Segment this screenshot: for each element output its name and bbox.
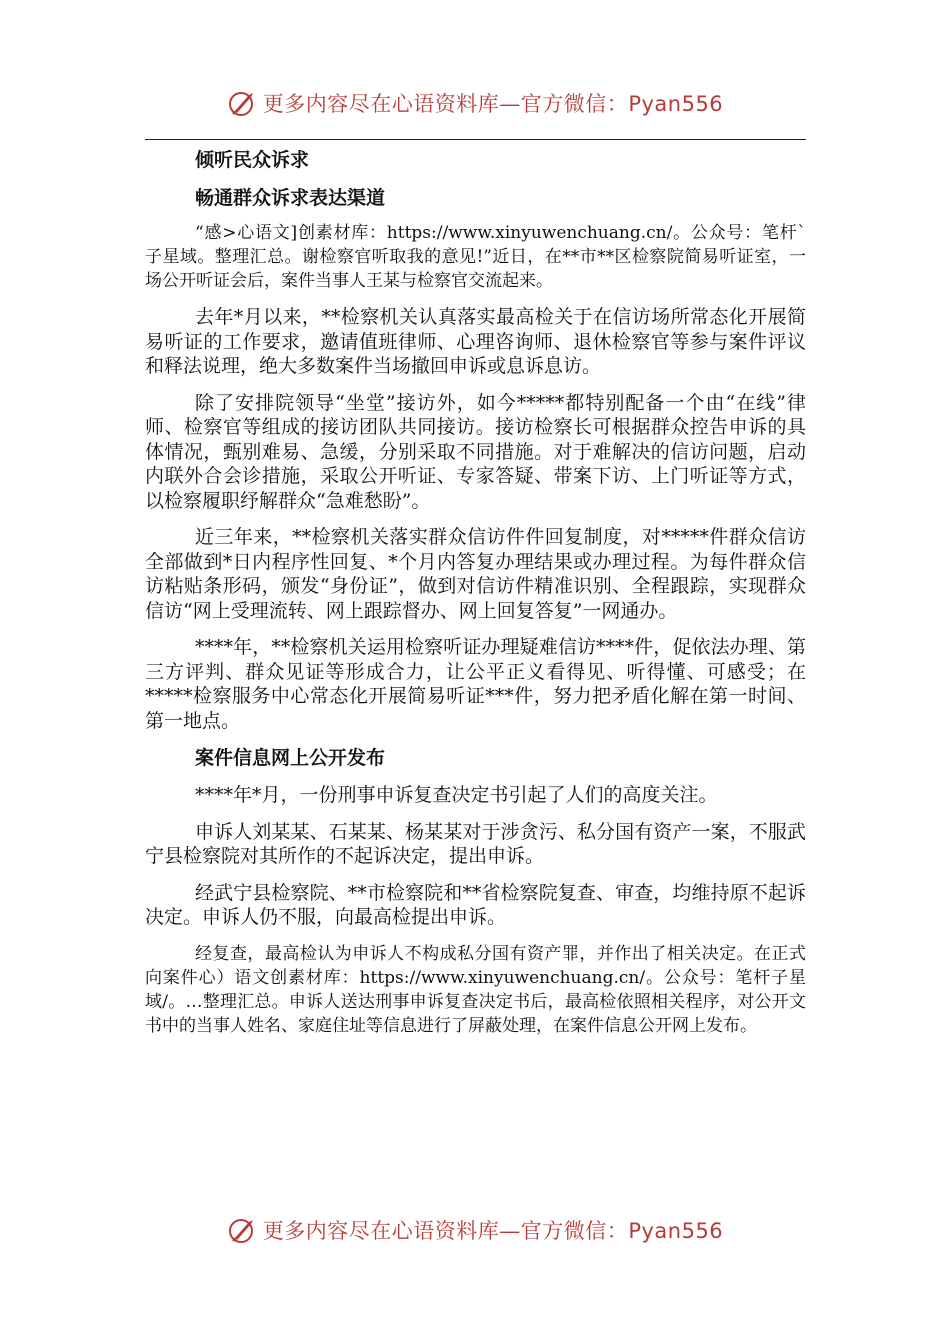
banner-text: 更多内容尽在心语资料库—官方微信：Pyan556 [262, 1219, 724, 1243]
paragraph-3: 除了安排院领导“坐堂”接访外，如今*****都特别配备一个由“在线”律师、检察官等组成的接访团队共同接访。接访检察长可根据群众控告申诉的具体情况，甄别难易、急缓，分别采取不同措施。对于难解决的信访问题，启动内联外合会诊措施，采取公开听证、专家答疑、带案下访、上门听证等方式，以检察履职纾解群众“急难愁盼”。 [145, 391, 806, 512]
wechat-id: Pyan556 [628, 1219, 724, 1243]
paragraph-7: 申诉人刘某某、石某某、杨某某对于涉贪污、私分国有资产一案，不服武宁县检察院对其所作的不起诉决定，提出申诉。 [145, 820, 806, 867]
paragraph-9: 经复查，最高检认为申诉人不构成私分国有资产罪，并作出了相关决定。在正式向案件心）语文创素材库：https://www.xinyuwenchuang.cn/。公众号：笔杆子星域/。…整理汇总。申诉人送达刑事申诉复查决定书后，最高检依照相关程序，对公开文书中的当事人姓名、家庭住址等信息进行了屏蔽处理，在案件信息公开网上发布。 [145, 943, 806, 1036]
pen-logo-icon [227, 1214, 259, 1246]
footer-banner [0, 1210, 950, 1250]
paragraph-4: 近三年来，**检察机关落实群众信访件件回复制度，对*****件群众信访全部做到*日内程序性回复、*个月内答复办理结果或办理过程。为每件群众信访粘贴条形码，颁发“身份证”，做到对信访件精准识别、全程跟踪，实现群众信访“网上受理流转、网上跟踪督办、网上回复答复”一网通办。 [145, 526, 806, 622]
banner-text: 更多内容尽在心语资料库—官方微信：Pyan556 [262, 92, 724, 116]
pen-logo-icon [227, 87, 259, 119]
paragraph-1: “感>心语文]创素材库：https://www.xinyuwenchuang.cn/。公众号：笔杆`子星域。整理汇总。谢检察官听取我的意见!”近日，在**市**区检察院简易听证室，一场公开听证会后，案件当事人王某与检察官交流起来。 [145, 223, 806, 291]
header-banner [0, 83, 950, 123]
paragraph-6: ****年*月，一份刑事申诉复查决定书引起了人们的高度关注。 [195, 784, 718, 806]
document-body [145, 146, 806, 1038]
paragraph-8: 经武宁县检察院、**市检察院和**省检察院复查、审查，均维持原不起诉决定。申诉人仍不服，向最高检提出申诉。 [145, 881, 806, 928]
paragraph-5: ****年，**检察机关运用检察听证办理疑难信访****件，促依法办理、第三方评判、群众见证等形成合力，让公平正义看得见、听得懂、可感受；在*****检察服务中心常态化开展简易听证***件，努力把矛盾化解在第一时间、第一地点。 [145, 636, 806, 732]
heading-channels: 畅通群众诉求表达渠道 [195, 187, 386, 209]
wechat-id: Pyan556 [628, 92, 724, 116]
header-divider [145, 139, 806, 140]
paragraph-2: 去年*月以来，**检察机关认真落实最高检关于在信访场所常态化开展简易听证的工作要求，邀请值班律师、心理咨询师、退休检察官等参与案件评议和释法说理，绝大多数案件当场撤回申诉或息诉息访。 [145, 306, 806, 377]
heading-publish: 案件信息网上公开发布 [195, 747, 386, 769]
heading-listen: 倾听民众诉求 [195, 149, 310, 171]
